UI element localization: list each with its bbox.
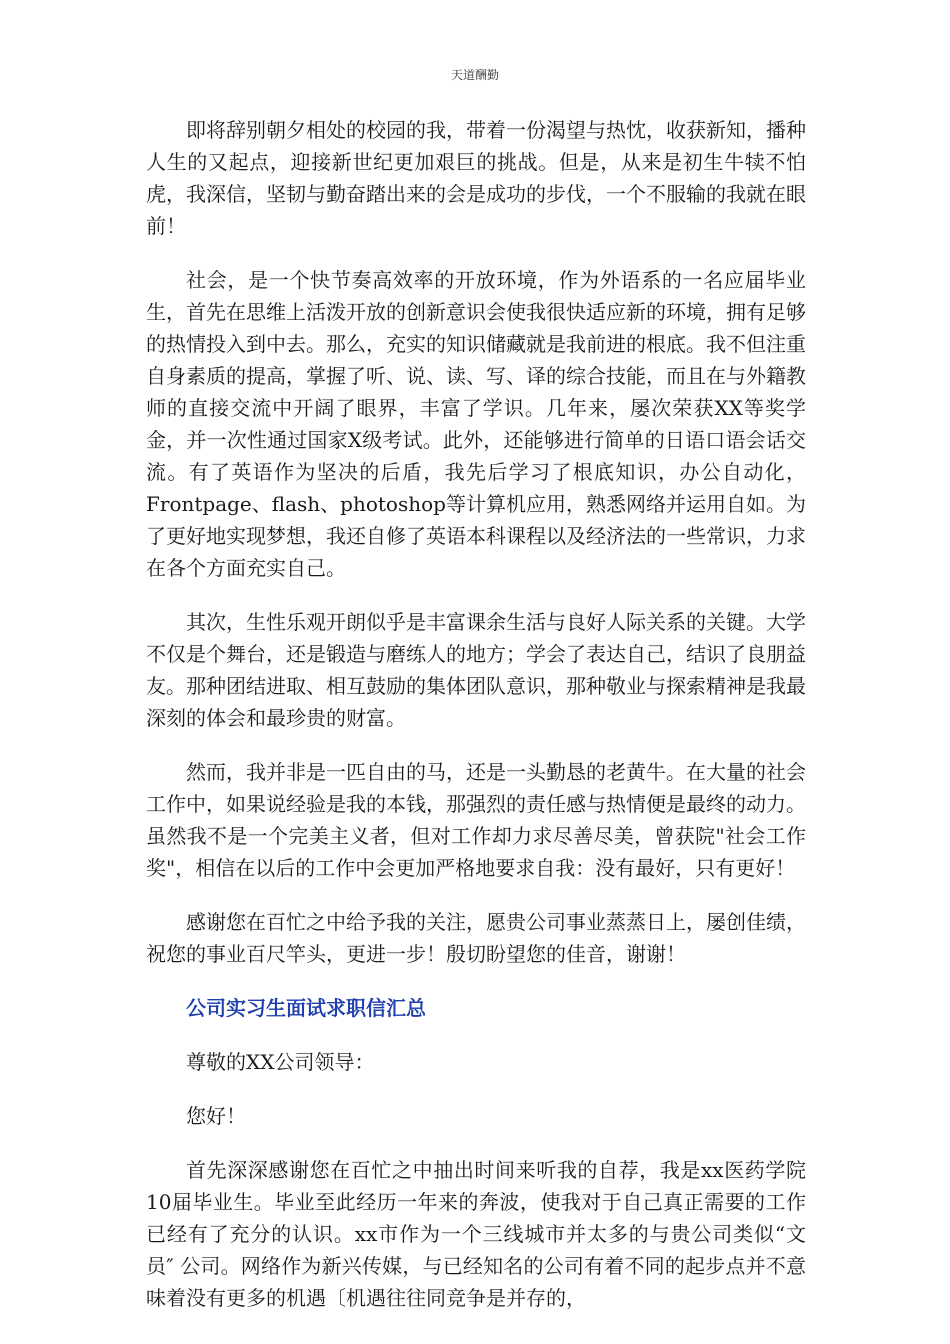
paragraph-personality: 其次，生性乐观开朗似乎是丰富课余生活与良好人际关系的关键。大学不仅是个舞台，还是锻造与磨练人的地方；学会了表达自己，结识了良朋益友。那种团结进取、相互鼓励的集体团队意识，那种敬业与探索精神是我最深刻的体会和最珍贵的财富。 [146,610,806,730]
page-header: 天道酬勤 [450,68,499,82]
paragraph-farewell: 即将辞别朝夕相处的校园的我，带着一份渴望与热忱，收获新知，播种人生的又起点，迎接新世纪更加艰巨的挑战。但是，从来是初生牛犊不怕虎，我深信，坚韧与勤奋踏出来的会是成功的步伐，一个不服输的我就在眼前！ [146,118,806,238]
paragraph-salutation: 尊敬的XX公司领导： [186,1050,375,1074]
paragraph-greeting: 您好！ [186,1104,246,1128]
section-heading: 公司实习生面试求职信汇总 [186,996,426,1020]
paragraph-self-introduction: 首先深深感谢您在百忙之中抽出时间来听我的自荐，我是xx医药学院10届毕业生。毕业至此经历一年来的奔波，使我对于自己真正需要的工作已经有了充分的认识。xx市作为一个三线城市并太多的与贵公司类似“文员″ 公司。网络作为新兴传媒，与已经知名的公司有着不同的起步点并不意味着没有更多的机遇〔机遇往往同竞争是并存的， [146,1158,806,1310]
paragraph-work-ethic: 然而，我并非是一匹自由的马，还是一头勤恳的老黄牛。在大量的社会工作中，如果说经验是我的本钱，那强烈的责任感与热情便是最终的动力。虽然我不是一个完美主义者，但对工作却力求尽善尽美，曾获院"社会工作奖"，相信在以后的工作中会更加严格地要求自我：没有最好，只有更好！ [146,760,806,880]
paragraph-society: 社会，是一个快节奏高效率的开放环境，作为外语系的一名应届毕业生，首先在思维上活泼开放的创新意识会使我很快适应新的环境，拥有足够的热情投入到中去。那么，充实的知识储藏就是我前进的根底。我不但注重自身素质的提高，掌握了听、说、读、写、译的综合技能，而且在与外籍教师的直接交流中开阔了眼界，丰富了学识。几年来，屡次荣获XX等奖学金，并一次性通过国家X级考试。此外，还能够进行简单的日语口语会话交流。有了英语作为坚决的后盾，我先后学习了根底知识，办公自动化，Frontpage、flash、photoshop等计算机应用，熟悉网络并运用自如。为了更好地实现梦想，我还自修了英语本科课程以及经济法的一些常识，力求在各个方面充实自己。 [146,268,806,580]
document-body [146,114,806,1336]
paragraph-thanks: 感谢您在百忙之中给予我的关注，愿贵公司事业蒸蒸日上，屡创佳绩，祝您的事业百尺竿头，更进一步！殷切盼望您的佳音，谢谢！ [146,910,806,966]
